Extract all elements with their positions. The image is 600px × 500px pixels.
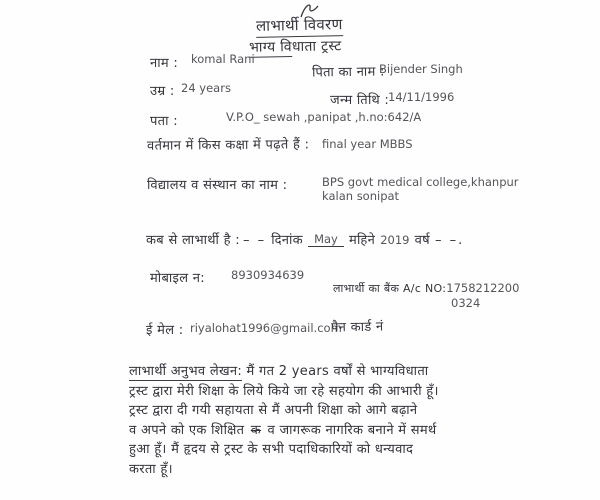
name-label: नाम : xyxy=(150,56,179,71)
trust-name xyxy=(249,36,342,57)
bank-account-field xyxy=(333,277,519,310)
address-value: V.P.O_ sewah ,panipat ,h.no:642/A xyxy=(226,110,422,124)
since-year-word: वर्ष xyxy=(414,233,430,248)
bank-account-value-line2: 0324 xyxy=(451,296,481,310)
paragraph-line-1-rest: मैं गत 2 years वर्षों से भाग्यविधाता xyxy=(242,364,429,379)
experience-paragraph xyxy=(129,362,569,479)
since-date-word: दिनांक xyxy=(271,233,303,248)
paragraph-line-4-pre: व अपने को एक शिक्षित xyxy=(129,422,245,438)
pan-card-label: पैन कार्ड नं xyxy=(330,319,384,336)
bank-account-label: लाभार्थी का बैंक A/c NO: xyxy=(333,282,447,295)
father-name-value: Bijender Singh xyxy=(379,62,463,76)
mobile-value: 8930934639 xyxy=(231,268,305,282)
institution-label: विद्यालय व संस्थान का नाम : xyxy=(147,178,288,193)
since-dash-prefix: – – xyxy=(243,233,267,248)
age-value: 24 years xyxy=(181,81,231,95)
since-label: कब से लाभार्थी है : xyxy=(146,233,240,248)
dob-value: 14/11/1996 xyxy=(388,90,455,104)
address-label: पता : xyxy=(150,114,178,129)
paragraph-line-5: हुआ हूँ। मैं हृदय से ट्रस्ट के सभी पदाधिकारियों को धन्यवाद xyxy=(129,442,414,457)
paragraph-line-1 xyxy=(129,362,569,382)
paragraph-heading: लाभार्थी अनुभव लेखन: xyxy=(129,364,243,379)
trust-name-part1: भाग्य वि xyxy=(248,39,293,56)
since-year-value: 2019 xyxy=(380,233,410,247)
dob-label: जन्म तिथि : xyxy=(330,93,390,108)
since-value xyxy=(243,229,464,248)
email-label: ई मेल : xyxy=(146,323,184,338)
form-title: लाभार्थी विवरण xyxy=(256,14,343,38)
since-month-value: May xyxy=(308,232,344,247)
paragraph-line-2: ट्रस्ट द्वारा मेरी शिक्षा के लिये किये जा रहे सहयोग की आभारी हूँ। xyxy=(129,383,439,399)
since-dash-suffix: – –. xyxy=(435,233,465,248)
paragraph-line-4-struck-word: क xyxy=(250,422,262,438)
name-value: komal Rani xyxy=(191,52,255,66)
paragraph-line-4-post: व जागरूक नागरिक बनाने में समर्थ xyxy=(267,422,437,438)
email-value: riyalohat1996@gmail.com xyxy=(190,321,342,335)
current-class-value: final year MBBS xyxy=(322,137,413,151)
institution-value: BPS govt medical college,khanpur kalan sonipat xyxy=(322,175,519,203)
since-month-word: महिने xyxy=(348,233,376,248)
current-class-label: वर्तमान में किस कक्षा में पढ़ते हैं : xyxy=(146,137,310,154)
father-name-label: पिता का नाम : xyxy=(311,64,385,81)
paragraph-line-4 xyxy=(129,421,569,441)
mobile-label: मोबाइल न: xyxy=(150,271,205,286)
bank-account-value-line1: 1758212200 xyxy=(446,281,520,295)
trust-name-part2: धाता ट्रस्ट xyxy=(291,38,342,56)
paragraph-line-3: ट्रस्ट द्वारा दी गयी सहायता से मैं अपनी शिक्षा को आगे बढ़ाने xyxy=(129,403,418,418)
paragraph-line-6: करता हूँ। xyxy=(129,461,173,477)
age-label: उम्र : xyxy=(150,84,175,99)
